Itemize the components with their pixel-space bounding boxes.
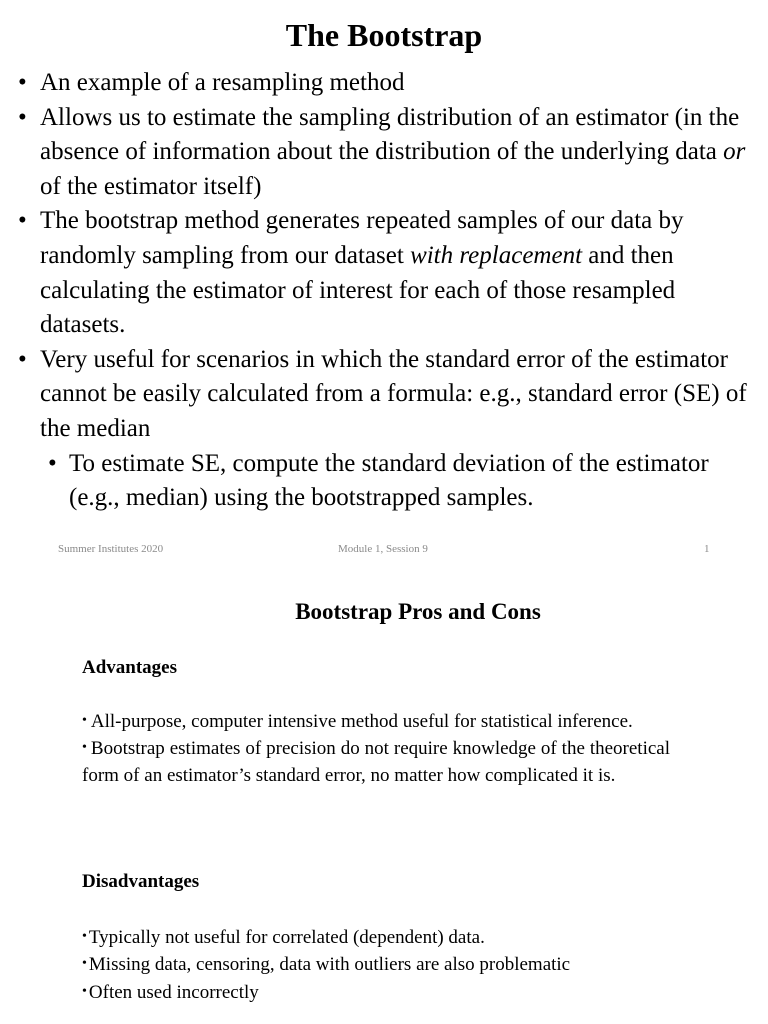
bullet-marker: • [82, 928, 87, 944]
advantages-section [82, 655, 670, 789]
bullet-text: The bootstrap method generates repeated samples of our data by randomly sampling from our dataset [40, 207, 684, 269]
bullet-marker: • [82, 956, 87, 972]
advantage-item [82, 708, 670, 736]
footer-session: Module 1, Session 9 [338, 543, 428, 555]
disadvantage-text: Typically not useful for correlated (dependent) data. [88, 926, 485, 948]
disadvantages-heading: Disadvantages [82, 871, 200, 892]
slide-pros-cons [0, 575, 768, 1024]
bullet-marker: • [18, 207, 27, 235]
bullet-text: of the estimator itself) [40, 172, 262, 200]
advantage-text: All-purpose, computer intensive method useful for statistical inference. [90, 710, 633, 732]
disadvantage-item [82, 951, 670, 979]
bullet-item [0, 101, 768, 205]
disadvantage-text: Missing data, censoring, data with outliers are also problematic [88, 954, 571, 976]
bullet-marker: • [48, 449, 57, 477]
bullet-marker: • [82, 983, 87, 999]
bullet-marker: • [82, 712, 87, 728]
disadvantage-text: Often used incorrectly [88, 981, 259, 1003]
advantage-text: Bootstrap estimates of precision do not require knowledge of the theoretical form of an estimator’s standard error, no matter how complicated it is. [82, 738, 670, 786]
bullet-emphasis: or [723, 138, 746, 166]
advantage-item [82, 735, 670, 789]
disadvantage-item [82, 924, 670, 952]
bullet-marker: • [18, 345, 27, 373]
bullet-marker: • [18, 69, 27, 96]
sub-bullet-item [0, 447, 768, 516]
bullet-text: and then calculating the estimator of interest for each of those resampled datasets. [40, 241, 676, 339]
slide-title: Bootstrap Pros and Cons [295, 599, 541, 624]
disadvantages-section [82, 869, 670, 1006]
sub-bullet-text: To estimate SE, compute the standard deviation of the estimator (e.g., median) using the bootstrapped samples. [69, 449, 709, 512]
bullet-text: An example of a resampling method [40, 69, 405, 96]
bullet-list [0, 66, 768, 516]
bullet-text: Very useful for scenarios in which the standard error of the estimator cannot be easily calculated from a formula: e.g., standard error (SE) of the median [40, 345, 747, 442]
advantages-heading: Advantages [82, 657, 178, 678]
footer-institute: Summer Institutes 2020 [58, 543, 164, 555]
bullet-marker: • [82, 740, 87, 756]
disadvantage-item [82, 979, 670, 1007]
footer-page-number: 1 [704, 543, 710, 555]
slide-title: The Bootstrap [285, 17, 483, 53]
bullet-text: Allows us to estimate the sampling distribution of an estimator (in the absence of information about the distribution of the underlying data [40, 103, 740, 166]
bullet-marker: • [18, 103, 27, 131]
bullet-item [0, 204, 768, 342]
bullet-emphasis: with replacement [410, 241, 583, 269]
bullet-item [0, 343, 768, 447]
bullet-item [0, 66, 768, 101]
